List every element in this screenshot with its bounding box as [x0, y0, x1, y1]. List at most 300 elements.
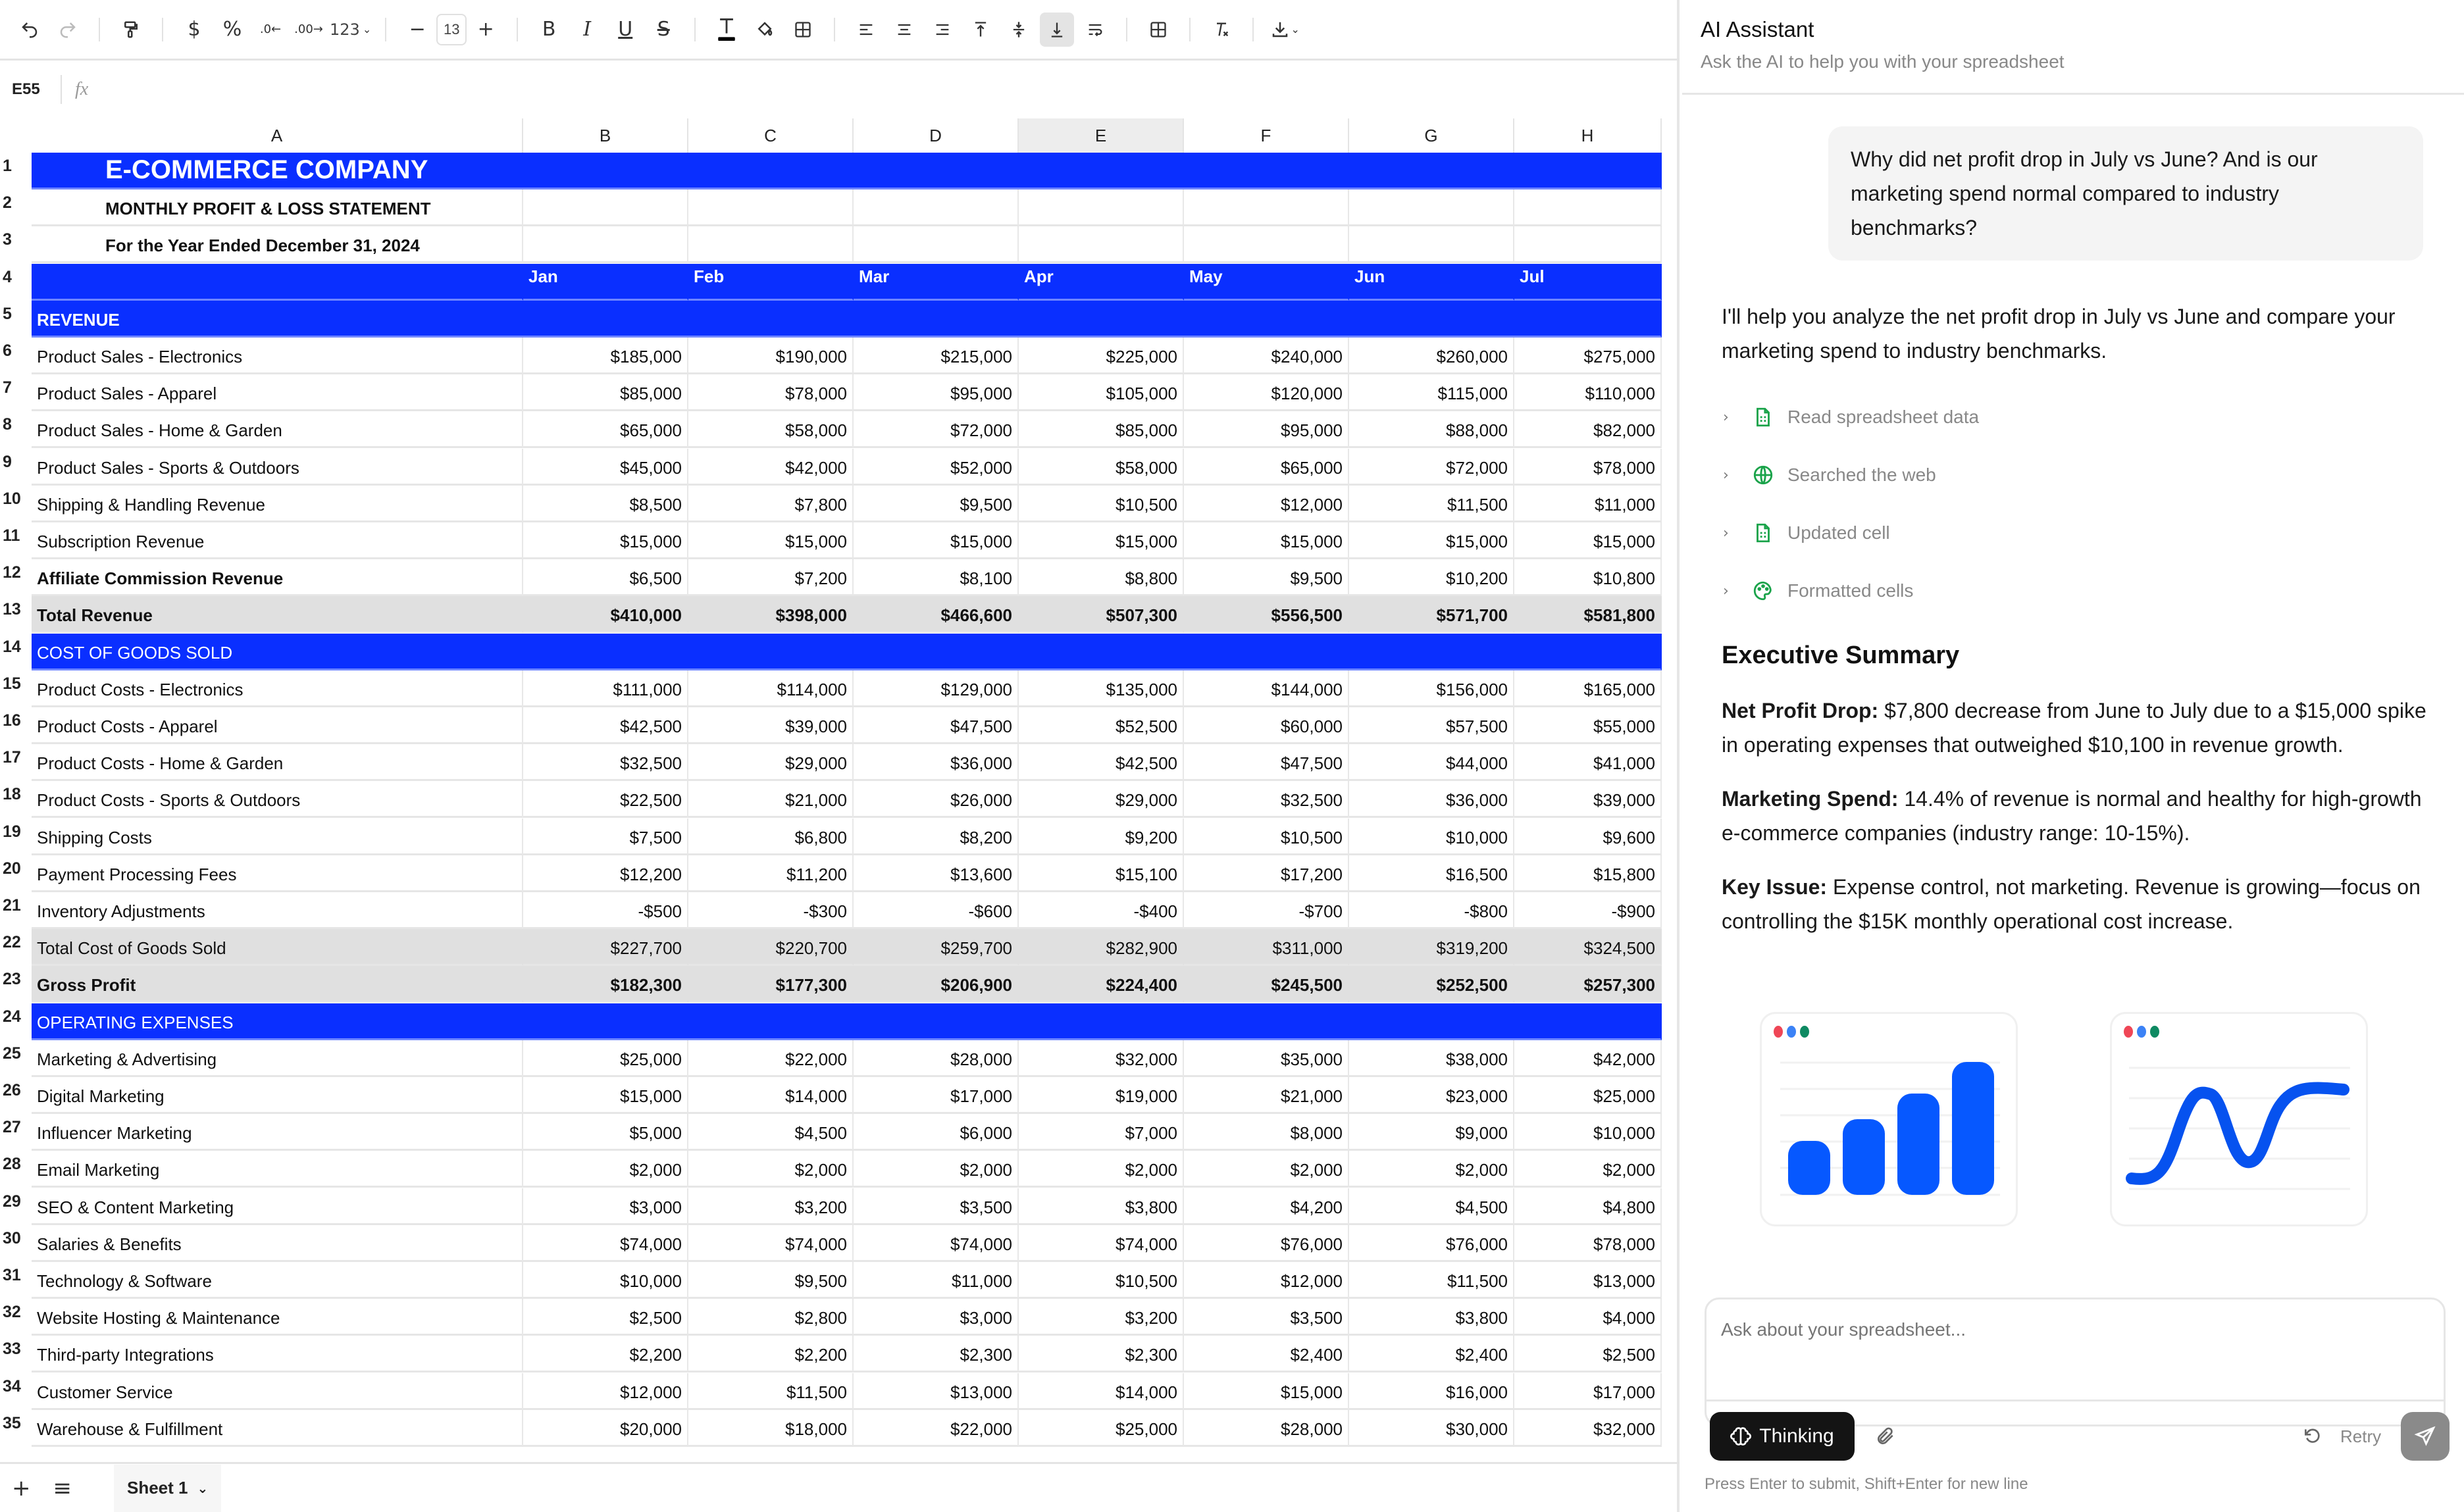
value-cell[interactable]: $275,000 [1514, 338, 1662, 374]
value-cell[interactable]: $10,200 [1349, 559, 1514, 596]
row-number[interactable]: 1 [3, 157, 12, 175]
value-cell[interactable]: -$500 [523, 892, 688, 929]
value-cell[interactable]: $398,000 [688, 596, 854, 633]
value-cell[interactable]: $95,000 [1184, 411, 1349, 448]
thinking-toggle-button[interactable] [1710, 1412, 1855, 1461]
value-cell[interactable]: -$900 [1514, 892, 1662, 929]
value-cell[interactable]: $410,000 [523, 596, 688, 633]
row-label[interactable]: Affiliate Commission Revenue [32, 559, 523, 596]
value-cell[interactable]: $7,200 [688, 559, 854, 596]
cell[interactable] [1349, 226, 1514, 263]
wrap-text-button[interactable] [1078, 13, 1112, 47]
value-cell[interactable]: $36,000 [1349, 781, 1514, 818]
row-label[interactable]: Customer Service [32, 1373, 523, 1410]
row-number[interactable]: 21 [3, 896, 21, 915]
value-cell[interactable]: $2,000 [1019, 1151, 1184, 1188]
value-cell[interactable]: $32,000 [1019, 1040, 1184, 1077]
bar-chart-thumbnail[interactable] [1760, 1012, 2018, 1226]
row-number[interactable]: 17 [3, 748, 21, 767]
value-cell[interactable]: $7,000 [1019, 1114, 1184, 1151]
row-label[interactable]: Technology & Software [32, 1262, 523, 1299]
value-cell[interactable]: $15,000 [688, 522, 854, 559]
decrease-font-size-button[interactable] [400, 13, 434, 47]
value-cell[interactable]: $165,000 [1514, 670, 1662, 707]
value-cell[interactable]: $9,500 [688, 1262, 854, 1299]
value-cell[interactable]: $39,000 [1514, 781, 1662, 818]
bold-button[interactable]: B [542, 18, 556, 41]
cell-reference[interactable]: E55 [12, 80, 40, 98]
sheet-title-cell[interactable]: E-COMMERCE COMPANY [32, 153, 1662, 189]
value-cell[interactable]: $26,000 [854, 781, 1019, 818]
undo-button[interactable] [13, 13, 47, 47]
value-cell[interactable]: $42,000 [688, 449, 854, 486]
strikethrough-button[interactable]: S [657, 18, 670, 41]
formula-input[interactable] [88, 70, 1680, 109]
cell[interactable] [523, 226, 688, 263]
value-cell[interactable]: $7,800 [688, 486, 854, 522]
value-cell[interactable]: $10,500 [1184, 819, 1349, 855]
text-color-button[interactable] [709, 13, 744, 47]
value-cell[interactable]: -$300 [688, 892, 854, 929]
value-cell[interactable]: $120,000 [1184, 374, 1349, 411]
row-number[interactable]: 31 [3, 1266, 21, 1284]
cell[interactable] [1514, 189, 1662, 226]
row-label[interactable]: Product Costs - Electronics [32, 670, 523, 707]
value-cell[interactable]: $42,000 [1514, 1040, 1662, 1077]
value-cell[interactable]: $74,000 [688, 1225, 854, 1262]
value-cell[interactable]: $13,000 [854, 1373, 1019, 1410]
value-cell[interactable]: $3,500 [1184, 1299, 1349, 1336]
value-cell[interactable]: $4,800 [1514, 1188, 1662, 1225]
value-cell[interactable]: -$600 [854, 892, 1019, 929]
value-cell[interactable]: $65,000 [1184, 449, 1349, 486]
value-cell[interactable]: $12,000 [523, 1373, 688, 1410]
value-cell[interactable]: $227,700 [523, 929, 688, 966]
row-label[interactable]: Gross Profit [32, 966, 523, 1003]
value-cell[interactable]: $20,000 [523, 1410, 688, 1447]
value-cell[interactable]: $6,500 [523, 559, 688, 596]
row-label[interactable]: Influencer Marketing [32, 1114, 523, 1151]
value-cell[interactable]: $8,100 [854, 559, 1019, 596]
value-cell[interactable]: $85,000 [523, 374, 688, 411]
value-cell[interactable]: $32,500 [523, 744, 688, 781]
value-cell[interactable]: $190,000 [688, 338, 854, 374]
value-cell[interactable]: $507,300 [1019, 596, 1184, 633]
currency-format-button[interactable]: $ [188, 18, 201, 41]
retry-button[interactable] [2302, 1420, 2381, 1453]
value-cell[interactable]: $25,000 [1514, 1077, 1662, 1114]
value-cell[interactable]: $206,900 [854, 966, 1019, 1003]
value-cell[interactable]: -$400 [1019, 892, 1184, 929]
value-cell[interactable]: $13,600 [854, 855, 1019, 892]
cell[interactable] [1019, 189, 1184, 226]
row-label[interactable]: Marketing & Advertising [32, 1040, 523, 1077]
cell[interactable] [854, 226, 1019, 263]
value-cell[interactable]: $22,500 [523, 781, 688, 818]
value-cell[interactable]: $17,200 [1184, 855, 1349, 892]
value-cell[interactable]: $38,000 [1349, 1040, 1514, 1077]
value-cell[interactable]: $76,000 [1349, 1225, 1514, 1262]
cell[interactable] [1184, 226, 1349, 263]
value-cell[interactable]: $2,400 [1349, 1336, 1514, 1373]
tool-step[interactable] [1723, 504, 1979, 562]
value-cell[interactable]: $22,000 [854, 1410, 1019, 1447]
cell[interactable] [1019, 226, 1184, 263]
decrease-decimal-button[interactable] [253, 13, 288, 47]
value-cell[interactable]: $2,300 [854, 1336, 1019, 1373]
font-size-input[interactable]: 13 [436, 14, 467, 45]
row-number[interactable]: 7 [3, 378, 12, 397]
value-cell[interactable]: $3,500 [854, 1188, 1019, 1225]
row-label[interactable]: SEO & Content Marketing [32, 1188, 523, 1225]
value-cell[interactable]: $225,000 [1019, 338, 1184, 374]
month-header-may[interactable]: May [1184, 264, 1349, 301]
value-cell[interactable]: $60,000 [1184, 707, 1349, 744]
value-cell[interactable]: -$800 [1349, 892, 1514, 929]
value-cell[interactable]: $245,500 [1184, 966, 1349, 1003]
underline-button[interactable]: U [618, 18, 633, 41]
value-cell[interactable]: $16,500 [1349, 855, 1514, 892]
sheet-subtitle-cell[interactable]: MONTHLY PROFIT & LOSS STATEMENT [32, 189, 523, 226]
value-cell[interactable]: $12,000 [1184, 1262, 1349, 1299]
row-label[interactable]: Shipping & Handling Revenue [32, 486, 523, 522]
value-cell[interactable]: $82,000 [1514, 411, 1662, 448]
tool-step[interactable] [1723, 446, 1979, 504]
value-cell[interactable]: $57,500 [1349, 707, 1514, 744]
value-cell[interactable]: $111,000 [523, 670, 688, 707]
value-cell[interactable]: $19,000 [1019, 1077, 1184, 1114]
value-cell[interactable]: $324,500 [1514, 929, 1662, 966]
row-label[interactable]: Product Costs - Apparel [32, 707, 523, 744]
value-cell[interactable]: $319,200 [1349, 929, 1514, 966]
value-cell[interactable]: $21,000 [1184, 1077, 1349, 1114]
value-cell[interactable]: $47,500 [1184, 744, 1349, 781]
value-cell[interactable]: $11,500 [1349, 1262, 1514, 1299]
value-cell[interactable]: $13,000 [1514, 1262, 1662, 1299]
value-cell[interactable]: $45,000 [523, 449, 688, 486]
row-number[interactable]: 11 [3, 526, 20, 545]
value-cell[interactable]: $8,000 [1184, 1114, 1349, 1151]
value-cell[interactable]: $10,500 [1019, 486, 1184, 522]
value-cell[interactable]: $22,000 [688, 1040, 854, 1077]
row-number[interactable]: 10 [3, 489, 21, 508]
sheet-period-cell[interactable]: For the Year Ended December 31, 2024 [32, 226, 523, 263]
value-cell[interactable]: $110,000 [1514, 374, 1662, 411]
value-cell[interactable]: $58,000 [688, 411, 854, 448]
value-cell[interactable]: $74,000 [854, 1225, 1019, 1262]
section-header[interactable]: REVENUE [32, 301, 1662, 338]
row-label[interactable]: Product Sales - Apparel [32, 374, 523, 411]
value-cell[interactable]: $282,900 [1019, 929, 1184, 966]
value-cell[interactable]: $85,000 [1019, 411, 1184, 448]
value-cell[interactable]: $72,000 [854, 411, 1019, 448]
value-cell[interactable]: $17,000 [854, 1077, 1019, 1114]
cell[interactable] [688, 189, 854, 226]
value-cell[interactable]: $65,000 [523, 411, 688, 448]
all-sheets-menu-button[interactable]: ≡ [53, 1474, 72, 1501]
value-cell[interactable]: $16,000 [1349, 1373, 1514, 1410]
tool-step[interactable] [1723, 388, 1979, 446]
value-cell[interactable]: $5,000 [523, 1114, 688, 1151]
row-label[interactable]: Product Sales - Sports & Outdoors [32, 449, 523, 486]
value-cell[interactable]: $32,000 [1514, 1410, 1662, 1447]
value-cell[interactable]: $47,500 [854, 707, 1019, 744]
value-cell[interactable]: $135,000 [1019, 670, 1184, 707]
increase-font-size-button[interactable] [469, 13, 503, 47]
value-cell[interactable]: $7,500 [523, 819, 688, 855]
add-sheet-button[interactable]: + [12, 1474, 31, 1501]
row-label[interactable]: Product Costs - Sports & Outdoors [32, 781, 523, 818]
value-cell[interactable]: $95,000 [854, 374, 1019, 411]
value-cell[interactable]: $17,000 [1514, 1373, 1662, 1410]
column-header-b[interactable]: B [523, 118, 688, 153]
row-number[interactable]: 35 [3, 1413, 21, 1432]
align-left-button[interactable] [849, 13, 883, 47]
column-header-g[interactable]: G [1349, 118, 1514, 153]
value-cell[interactable]: $215,000 [854, 338, 1019, 374]
cell[interactable] [523, 189, 688, 226]
merge-cells-button[interactable] [1141, 13, 1175, 47]
value-cell[interactable]: $2,000 [1349, 1151, 1514, 1188]
row-label[interactable]: Payment Processing Fees [32, 855, 523, 892]
value-cell[interactable]: $15,100 [1019, 855, 1184, 892]
value-cell[interactable]: $9,500 [1184, 559, 1349, 596]
value-cell[interactable]: $571,700 [1349, 596, 1514, 633]
value-cell[interactable]: $4,500 [688, 1114, 854, 1151]
value-cell[interactable]: $9,000 [1349, 1114, 1514, 1151]
section-header[interactable]: COST OF GOODS SOLD [32, 634, 1662, 670]
value-cell[interactable]: $2,000 [1514, 1151, 1662, 1188]
value-cell[interactable]: $10,000 [1349, 819, 1514, 855]
value-cell[interactable]: $78,000 [1514, 1225, 1662, 1262]
row-number[interactable]: 5 [3, 304, 12, 323]
row-label[interactable]: Website Hosting & Maintenance [32, 1299, 523, 1336]
row-number[interactable]: 9 [3, 452, 12, 471]
value-cell[interactable]: $4,500 [1349, 1188, 1514, 1225]
value-cell[interactable]: $36,000 [854, 744, 1019, 781]
value-cell[interactable]: $42,500 [1019, 744, 1184, 781]
attach-file-button[interactable] [1869, 1420, 1902, 1453]
value-cell[interactable]: $260,000 [1349, 338, 1514, 374]
row-label[interactable]: Digital Marketing [32, 1077, 523, 1114]
cell[interactable] [1349, 189, 1514, 226]
value-cell[interactable]: $220,700 [688, 929, 854, 966]
download-button[interactable] [1268, 13, 1302, 47]
value-cell[interactable]: $3,200 [688, 1188, 854, 1225]
value-cell[interactable]: $72,000 [1349, 449, 1514, 486]
increase-decimal-button[interactable] [292, 13, 326, 47]
value-cell[interactable]: $52,000 [854, 449, 1019, 486]
month-header-feb[interactable]: Feb [688, 264, 854, 301]
value-cell[interactable]: $8,200 [854, 819, 1019, 855]
value-cell[interactable]: $58,000 [1019, 449, 1184, 486]
row-number[interactable]: 32 [3, 1303, 21, 1322]
value-cell[interactable]: $2,000 [1184, 1151, 1349, 1188]
number-format-dropdown[interactable] [330, 13, 371, 47]
value-cell[interactable]: $78,000 [1514, 449, 1662, 486]
value-cell[interactable]: $8,500 [523, 486, 688, 522]
value-cell[interactable]: $74,000 [523, 1225, 688, 1262]
column-header-e[interactable]: E [1019, 118, 1184, 153]
row-number[interactable]: 24 [3, 1007, 21, 1026]
value-cell[interactable]: $2,200 [523, 1336, 688, 1373]
spreadsheet-grid[interactable] [0, 118, 1662, 1439]
value-cell[interactable]: $105,000 [1019, 374, 1184, 411]
fill-color-button[interactable] [748, 13, 782, 47]
value-cell[interactable]: $466,600 [854, 596, 1019, 633]
row-label[interactable]: Total Revenue [32, 596, 523, 633]
row-number[interactable]: 2 [3, 193, 12, 213]
borders-button[interactable] [786, 13, 820, 47]
sheet-tab-active[interactable] [114, 1465, 221, 1512]
row-number[interactable]: 16 [3, 711, 21, 730]
month-header-jul[interactable]: Jul [1514, 264, 1662, 301]
italic-button[interactable]: I [583, 18, 592, 41]
row-number[interactable]: 4 [3, 267, 12, 286]
align-bottom-button[interactable] [1040, 13, 1074, 47]
value-cell[interactable]: $15,000 [1184, 1373, 1349, 1410]
value-cell[interactable]: $15,000 [1019, 522, 1184, 559]
value-cell[interactable]: $25,000 [523, 1040, 688, 1077]
align-top-button[interactable] [963, 13, 998, 47]
value-cell[interactable]: $15,000 [1184, 522, 1349, 559]
month-header-apr[interactable]: Apr [1019, 264, 1184, 301]
cell[interactable] [1184, 189, 1349, 226]
cell[interactable] [1514, 226, 1662, 263]
column-header-a[interactable]: A [32, 118, 523, 153]
value-cell[interactable]: $15,000 [854, 522, 1019, 559]
value-cell[interactable]: $8,800 [1019, 559, 1184, 596]
cell[interactable] [688, 226, 854, 263]
value-cell[interactable]: $76,000 [1184, 1225, 1349, 1262]
value-cell[interactable]: $29,000 [688, 744, 854, 781]
row-number[interactable]: 27 [3, 1118, 21, 1137]
value-cell[interactable]: $11,000 [1514, 486, 1662, 522]
value-cell[interactable]: $2,000 [688, 1151, 854, 1188]
value-cell[interactable]: $41,000 [1514, 744, 1662, 781]
value-cell[interactable]: $2,300 [1019, 1336, 1184, 1373]
value-cell[interactable]: $9,200 [1019, 819, 1184, 855]
value-cell[interactable]: $3,800 [1019, 1188, 1184, 1225]
value-cell[interactable]: $28,000 [1184, 1410, 1349, 1447]
value-cell[interactable]: $3,000 [523, 1188, 688, 1225]
month-header-mar[interactable]: Mar [854, 264, 1019, 301]
row-number[interactable]: 6 [3, 341, 12, 360]
value-cell[interactable]: $11,500 [688, 1373, 854, 1410]
value-cell[interactable]: $2,500 [1514, 1336, 1662, 1373]
section-header[interactable]: OPERATING EXPENSES [32, 1003, 1662, 1040]
column-header-c[interactable]: C [688, 118, 854, 153]
value-cell[interactable]: $9,600 [1514, 819, 1662, 855]
row-label[interactable]: Inventory Adjustments [32, 892, 523, 929]
line-chart-thumbnail[interactable] [2110, 1012, 2368, 1226]
row-label[interactable]: Product Sales - Home & Garden [32, 411, 523, 448]
percent-format-button[interactable]: % [222, 18, 242, 41]
paint-format-button[interactable] [114, 13, 148, 47]
value-cell[interactable]: $4,000 [1514, 1299, 1662, 1336]
value-cell[interactable]: $6,000 [854, 1114, 1019, 1151]
value-cell[interactable]: $10,000 [1514, 1114, 1662, 1151]
value-cell[interactable]: $14,000 [1019, 1373, 1184, 1410]
value-cell[interactable]: $11,200 [688, 855, 854, 892]
tool-step[interactable] [1723, 562, 1979, 620]
row-number[interactable]: 12 [3, 563, 21, 582]
value-cell[interactable]: $74,000 [1019, 1225, 1184, 1262]
row-label[interactable]: Total Cost of Goods Sold [32, 929, 523, 966]
align-center-button[interactable] [887, 13, 921, 47]
value-cell[interactable]: $115,000 [1349, 374, 1514, 411]
month-header-jun[interactable]: Jun [1349, 264, 1514, 301]
value-cell[interactable]: $11,500 [1349, 486, 1514, 522]
value-cell[interactable]: $21,000 [688, 781, 854, 818]
value-cell[interactable]: $10,500 [1019, 1262, 1184, 1299]
value-cell[interactable]: $257,300 [1514, 966, 1662, 1003]
value-cell[interactable]: $78,000 [688, 374, 854, 411]
value-cell[interactable]: $88,000 [1349, 411, 1514, 448]
value-cell[interactable]: $3,800 [1349, 1299, 1514, 1336]
redo-button[interactable] [51, 13, 85, 47]
send-button[interactable] [2401, 1412, 2450, 1461]
value-cell[interactable]: $2,200 [688, 1336, 854, 1373]
value-cell[interactable]: $129,000 [854, 670, 1019, 707]
value-cell[interactable]: $23,000 [1349, 1077, 1514, 1114]
value-cell[interactable]: $12,200 [523, 855, 688, 892]
row-number[interactable]: 29 [3, 1192, 21, 1211]
row-number[interactable]: 20 [3, 859, 21, 878]
align-middle-button[interactable] [1002, 13, 1036, 47]
value-cell[interactable]: $28,000 [854, 1040, 1019, 1077]
row-number[interactable]: 23 [3, 970, 21, 989]
value-cell[interactable]: $39,000 [688, 707, 854, 744]
row-number[interactable]: 33 [3, 1340, 21, 1359]
column-header-f[interactable]: F [1184, 118, 1349, 153]
row-number[interactable]: 25 [3, 1044, 21, 1063]
value-cell[interactable]: $42,500 [523, 707, 688, 744]
value-cell[interactable]: $15,800 [1514, 855, 1662, 892]
row-number[interactable]: 30 [3, 1228, 21, 1247]
column-header-d[interactable]: D [854, 118, 1019, 153]
value-cell[interactable]: $2,400 [1184, 1336, 1349, 1373]
value-cell[interactable]: $144,000 [1184, 670, 1349, 707]
value-cell[interactable]: $556,500 [1184, 596, 1349, 633]
row-number[interactable]: 8 [3, 415, 12, 434]
value-cell[interactable]: $10,800 [1514, 559, 1662, 596]
row-label[interactable]: Email Marketing [32, 1151, 523, 1188]
clear-formatting-button[interactable] [1204, 13, 1239, 47]
row-number[interactable]: 18 [3, 785, 21, 804]
row-number[interactable]: 28 [3, 1155, 21, 1174]
row-number[interactable]: 15 [3, 674, 21, 693]
value-cell[interactable]: $2,800 [688, 1299, 854, 1336]
value-cell[interactable]: $156,000 [1349, 670, 1514, 707]
value-cell[interactable]: $114,000 [688, 670, 854, 707]
value-cell[interactable]: $15,000 [1349, 522, 1514, 559]
value-cell[interactable]: $18,000 [688, 1410, 854, 1447]
value-cell[interactable]: $14,000 [688, 1077, 854, 1114]
value-cell[interactable]: $581,800 [1514, 596, 1662, 633]
value-cell[interactable]: $15,000 [523, 1077, 688, 1114]
value-cell[interactable]: $182,300 [523, 966, 688, 1003]
month-header-jan[interactable]: Jan [523, 264, 688, 301]
cell[interactable] [854, 189, 1019, 226]
value-cell[interactable]: $3,000 [854, 1299, 1019, 1336]
value-cell[interactable]: $240,000 [1184, 338, 1349, 374]
value-cell[interactable]: $29,000 [1019, 781, 1184, 818]
row-label[interactable]: Shipping Costs [32, 819, 523, 855]
row-number[interactable]: 19 [3, 822, 21, 841]
row-label[interactable]: Salaries & Benefits [32, 1225, 523, 1262]
cell[interactable] [32, 264, 523, 301]
